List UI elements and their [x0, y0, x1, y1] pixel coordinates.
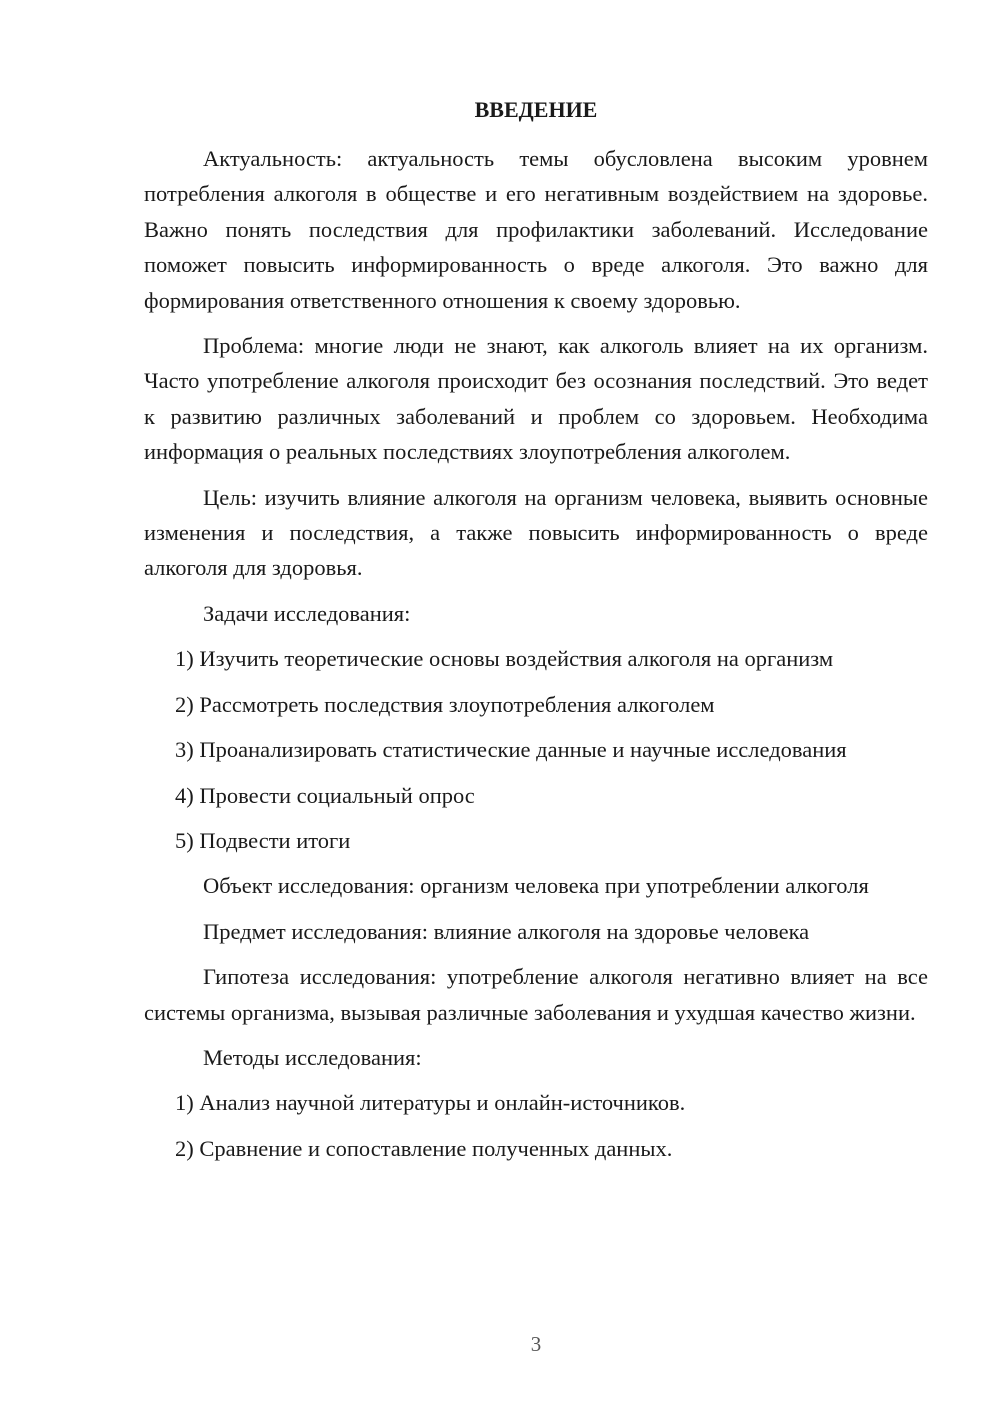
document-page	[144, 92, 928, 1176]
tasks-heading: Задачи исследования:	[203, 600, 411, 626]
page-title: ВВЕДЕНИЕ	[474, 97, 598, 122]
problem-paragraph: Проблема: многие люди не знают, как алкоголь влияет на их организм. Часто употребление алкоголя происходит без осознания последствий. Это ведет к развитию различных заболеваний и проблем со здоровьем. Необходима информация о реальных последствиях злоупотребления алкоголем.	[144, 333, 928, 465]
goal-paragraph: Цель: изучить влияние алкоголя на организм человека, выявить основные изменения и последствия, а также повысить информированность о вреде алкоголя для здоровья.	[144, 484, 928, 581]
list-item: 4) Провести социальный опрос	[175, 782, 475, 808]
methods-list	[144, 1085, 928, 1166]
list-item: 2) Сравнение и сопоставление полученных данных.	[175, 1135, 673, 1161]
object-paragraph: Объект исследования: организм человека при употреблении алкоголя	[203, 873, 869, 899]
hypothesis-paragraph: Гипотеза исследования: употребление алкоголя негативно влияет на все системы организма, вызывая различные заболевания и ухудшая качество жизни.	[144, 964, 928, 1025]
list-item: 1) Изучить теоретические основы воздействия алкоголя на организм	[175, 646, 834, 672]
relevance-paragraph: Актуальность: актуальность темы обусловлена высоким уровнем потребления алкоголя в обществе и его негативным воздействием на здоровье. Важно понять последствия для профилактики заболеваний. Исследование поможет повысить информированность о вреде алкоголя. Это важно для формирования ответственного отношения к своему здоровью.	[144, 146, 928, 313]
subject-paragraph: Предмет исследования: влияние алкоголя на здоровье человека	[203, 918, 810, 944]
list-item: 3) Проанализировать статистические данные и научные исследования	[175, 737, 847, 763]
tasks-list	[144, 641, 928, 858]
list-item: 2) Рассмотреть последствия злоупотребления алкоголем	[175, 691, 715, 717]
list-item: 5) Подвести итоги	[175, 827, 351, 853]
list-item: 1) Анализ научной литературы и онлайн-источников.	[175, 1090, 686, 1116]
page-number: 3	[530, 1332, 542, 1356]
methods-heading: Методы исследования:	[203, 1044, 422, 1070]
